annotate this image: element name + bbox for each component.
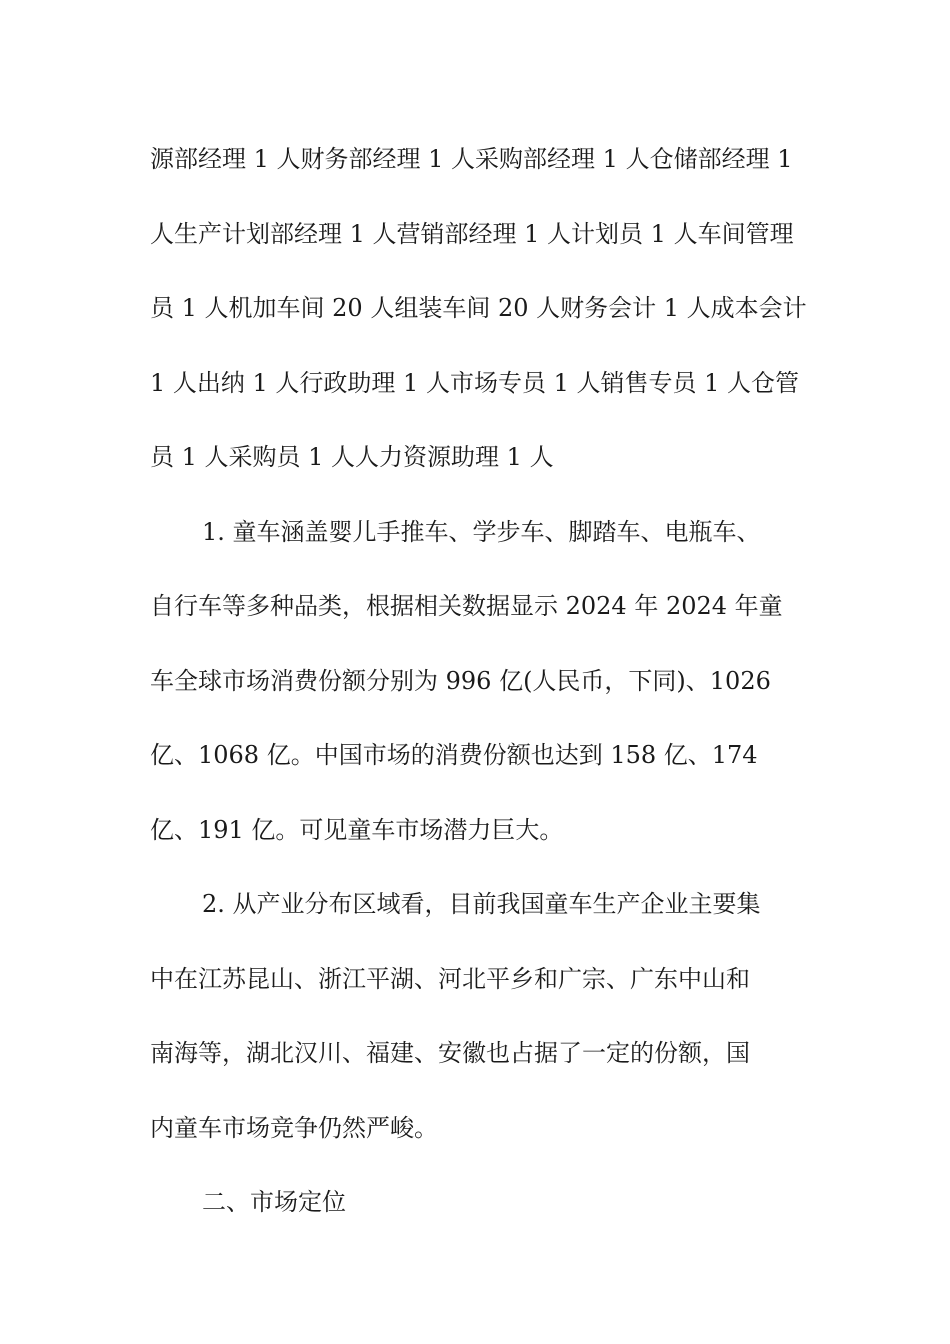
text-line: 人生产计划部经理 1 人营销部经理 1 人计划员 1 人车间管理 <box>150 219 794 248</box>
text-line: 亿、191 亿。可见童车市场潜力巨大。 <box>150 815 564 844</box>
text-line: 南海等，湖北汉川、福建、安徽也占据了一定的份额，国 <box>150 1039 750 1067</box>
text-line: 1. 童车涵盖婴儿手推车、学步车、脚踏车、电瓶车、 <box>202 517 761 546</box>
market-size-paragraph <box>150 495 810 868</box>
text-line: 亿、1068 亿。中国市场的消费份额也达到 158 亿、174 <box>150 741 758 769</box>
section-heading <box>150 1165 810 1240</box>
text-line: 1 人出纳 1 人行政助理 1 人市场专员 1 人销售专员 1 人仓管 <box>150 368 800 397</box>
text-line: 中在江苏昆山、浙江平湖、河北平乡和广宗、广东中山和 <box>150 964 750 993</box>
document-body <box>150 122 810 1240</box>
text-line: 车全球市场消费份额分别为 996 亿(人民币，下同)、1026 <box>150 666 771 695</box>
text-line: 2. 从产业分布区域看，目前我国童车生产企业主要集 <box>202 890 761 918</box>
text-line: 员 1 人机加车间 20 人组装车间 20 人财务会计 1 人成本会计 <box>150 294 807 322</box>
text-line: 自行车等多种品类，根据相关数据显示 2024 年 2024 年童 <box>150 592 783 620</box>
text-line: 员 1 人采购员 1 人人力资源助理 1 人 <box>150 443 554 471</box>
heading-market-positioning: 二、市场定位 <box>202 1188 346 1216</box>
text-line: 源部经理 1 人财务部经理 1 人采购部经理 1 人仓储部经理 1 <box>150 145 793 173</box>
text-line: 内童车市场竞争仍然严峻。 <box>150 1113 438 1142</box>
industry-distribution-paragraph <box>150 867 810 1165</box>
staffing-paragraph <box>150 122 810 495</box>
